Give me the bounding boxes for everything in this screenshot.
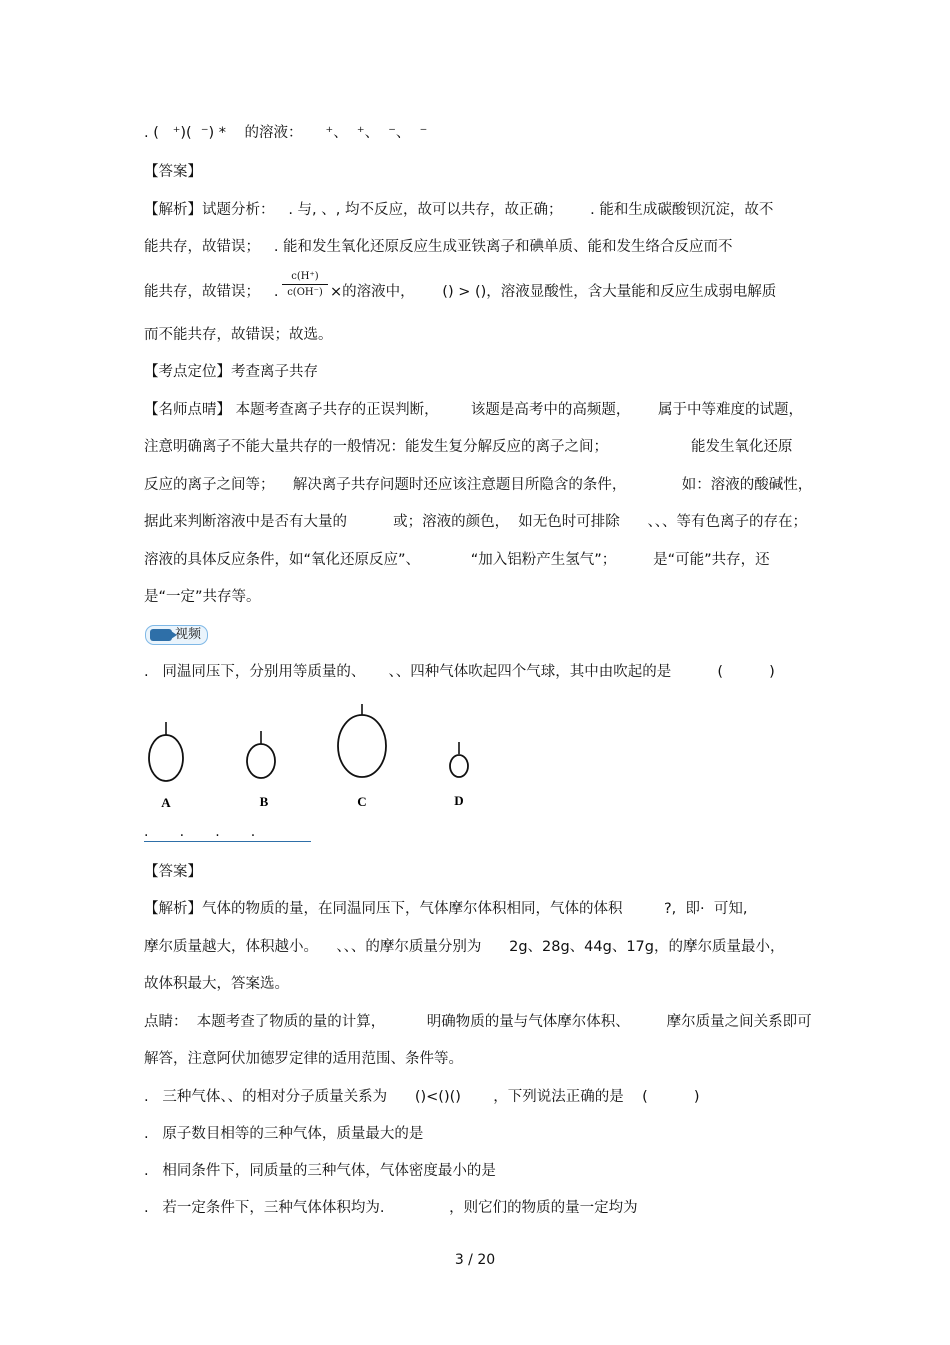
text-line: 点睛： 本题考查了物质的量的计算， 明确物质的量与气体摩尔体积、 摩尔质量之间关系即可 (144, 1014, 812, 1030)
question-line: . 同温同压下，分别用等质量的、 、、四种气体吹起四个气球，其中由吹起的是 ( ) (144, 664, 775, 680)
text-line: 注意明确离子不能大量共存的一般情况：能发生复分解反应的离子之间； 能发生氧化还原 (144, 439, 793, 455)
option-line: . 原子数目相等的三种气体，质量最大的是 (144, 1126, 424, 1142)
video-camera-icon (150, 629, 172, 641)
text-line: 溶液的具体反应条件，如“氧化还原反应”、 “加入铝粉产生氢气”； 是“可能”共存，还 (144, 552, 770, 568)
text-line: 能共存，故错误； . (144, 284, 279, 300)
text-line: 故体积最大，答案选。 (144, 976, 289, 992)
balloon-label-d: D (454, 793, 464, 808)
balloon-b (247, 731, 275, 778)
text-line: 反应的离子之间等； 解决离子共存问题时还应该注意题目所隐含的条件， 如：溶液的酸碱性， (144, 477, 813, 493)
fraction-numerator: c(H⁺) (282, 270, 328, 285)
choice-underline (144, 841, 311, 842)
fraction (282, 270, 328, 299)
option-line: . 相同条件下，同质量的三种气体，气体密度最小的是 (144, 1163, 496, 1179)
fraction-denominator: c(OH⁻) (287, 287, 323, 298)
text-line: 能共存，故错误； . 能和发生氧化还原反应生成亚铁离子和碘单质、能和发生络合反应而不 (144, 239, 733, 255)
balloon-label-b: B (259, 794, 269, 809)
option-line: . 若一定条件下，三种气体体积均为. ，则它们的物质的量一定均为 (144, 1200, 638, 1216)
balloon-c (338, 704, 386, 777)
text-line: 【名师点晴】 本题考查离子共存的正误判断， 该题是高考中的高频题， 属于中等难度的试题， (144, 402, 804, 418)
section-heading: 【考点定位】考查离子共存 (144, 364, 318, 380)
balloon-figure (140, 700, 480, 820)
balloon-a (149, 722, 183, 781)
balloon-label-a: A (161, 795, 171, 810)
answer-heading: 【答案】 (144, 164, 202, 180)
page-number: 3 / 20 (454, 1252, 496, 1268)
question-line: . 三种气体、、的相对分子质量关系为 ()<()() ，下列说法正确的是 ( ) (144, 1089, 700, 1105)
text-line: 摩尔质量越大，体积越小。 、、、的摩尔质量分别为 2g、28g、44g、17g，的摩尔质量最小， (144, 939, 785, 955)
text-line: 【解析】气体的物质的量，在同温同压下，气体摩尔体积相同，气体的体积 ?, 即· 可知, (144, 901, 748, 917)
balloon-label-c: C (357, 794, 367, 809)
text-line: . ( ⁺)( ⁻) * 的溶液： ⁺、 ⁺、 ⁻、 ⁻ (144, 125, 428, 141)
balloon-d (450, 742, 468, 777)
text-line: 【解析】试题分析： . 与, 、, 均不反应，故可以共存，故正确； . 能和生成碳酸钡沉淀，故不 (144, 202, 774, 218)
video-button[interactable] (145, 625, 208, 645)
text-line: 是“一定”共存等。 (144, 589, 261, 605)
answer-heading: 【答案】 (144, 864, 202, 880)
text-line: 据此来判断溶液中是否有大量的 或；溶液的颜色， 如无色时可排除 、、、等有色离子的存在； (144, 514, 807, 530)
choice-options[interactable]: . . . . (144, 824, 256, 840)
text-line: 而不能共存，故错误；故选。 (144, 327, 333, 343)
video-label: 视频 (175, 627, 202, 642)
text-line: ×的溶液中， () > ()，溶液显酸性，含大量能和反应生成弱电解质 (330, 284, 777, 300)
text-line: 解答，注意阿伏加德罗定律的适用范围、条件等。 (144, 1051, 463, 1067)
